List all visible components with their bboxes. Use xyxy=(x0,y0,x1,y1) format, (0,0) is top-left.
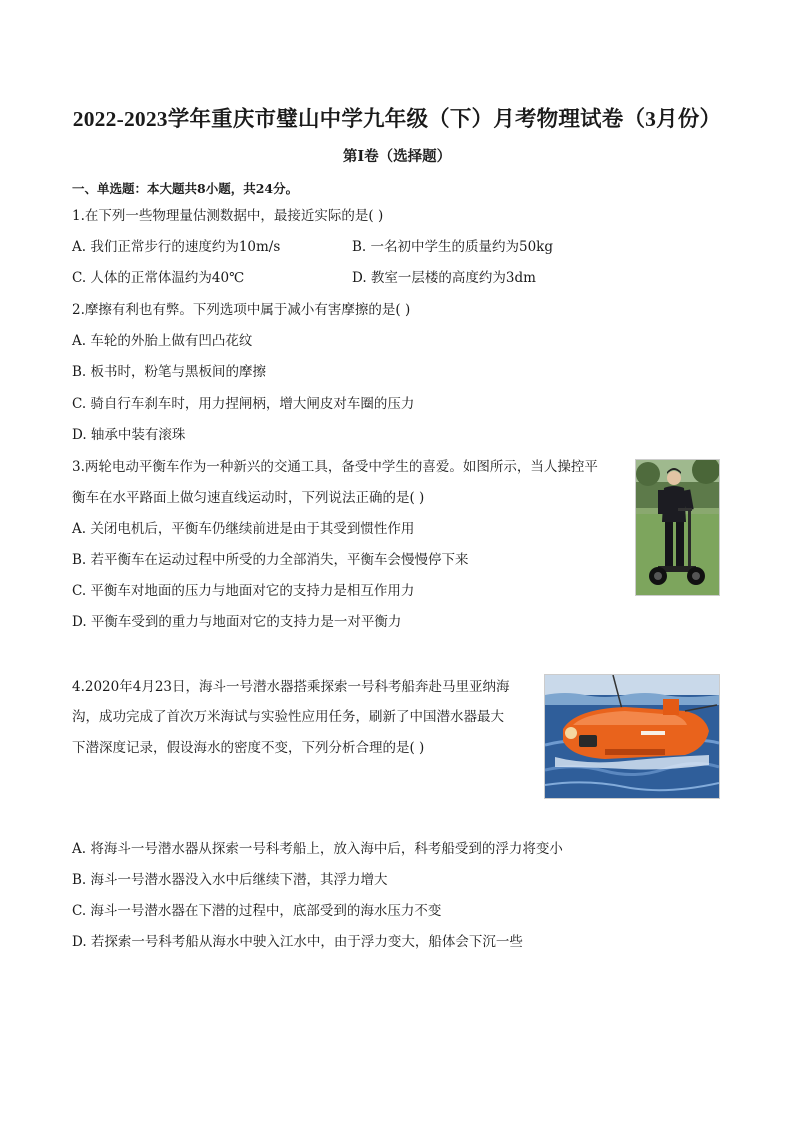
question-2-option-a: A. 车轮的外胎上做有凹凸花纹 xyxy=(72,333,253,349)
question-3-option-c: C. 平衡车对地面的压力与地面对它的支持力是相互作用力 xyxy=(72,583,415,599)
question-2-option-b: B. 板书时，粉笔与黑板间的摩擦 xyxy=(72,364,267,380)
question-3-option-a: A. 关闭电机后，平衡车仍继续前进是由于其受到惯性作用 xyxy=(72,521,415,537)
page-title: 2022-2023学年重庆市璧山中学九年级（下）月考物理试卷（3月份） xyxy=(72,107,722,131)
question-1-option-b: B. 一名初中学生的质量约为50kg xyxy=(352,239,554,255)
question-4-option-b: B. 海斗一号潜水器没入水中后继续下潜，其浮力增大 xyxy=(72,872,388,888)
balance-scooter-photo xyxy=(635,459,720,596)
question-1-option-a: A. 我们正常步行的速度约为10m/s xyxy=(72,239,281,255)
section-heading: 一、单选题：本大题共8小题，共24分。 xyxy=(72,181,299,196)
volume-heading: 第I卷（选择题） xyxy=(342,148,452,165)
question-4-stem-line-1: 4.2020年4月23日，海斗一号潜水器搭乘探索一号科考船奔赴马里亚纳海 xyxy=(72,679,510,695)
question-4-option-d: D. 若探索一号科考船从海水中驶入江水中，由于浮力变大，船体会下沉一些 xyxy=(72,934,523,950)
question-4-stem-line-3: 下潜深度记录，假设海水的密度不变，下列分析合理的是( ) xyxy=(72,740,425,756)
question-2-option-c: C. 骑自行车刹车时，用力捏闸柄，增大闸皮对车圈的压力 xyxy=(72,396,415,412)
question-1-option-c: C. 人体的正常体温约为40℃ xyxy=(72,270,245,286)
submersible-photo xyxy=(544,674,720,799)
question-3-option-b: B. 若平衡车在运动过程中所受的力全部消失，平衡车会慢慢停下来 xyxy=(72,552,469,568)
question-4-stem-line-2: 沟，成功完成了首次万米海试与实验性应用任务，刷新了中国潜水器最大 xyxy=(72,709,504,725)
question-3-stem-line-1: 3.两轮电动平衡车作为一种新兴的交通工具，备受中学生的喜爱。如图所示，当人操控平 xyxy=(72,459,598,475)
question-1-option-d: D. 教室一层楼的高度约为3dm xyxy=(352,270,536,286)
question-4-option-c: C. 海斗一号潜水器在下潜的过程中，底部受到的海水压力不变 xyxy=(72,903,442,919)
question-3-option-d: D. 平衡车受到的重力与地面对它的支持力是一对平衡力 xyxy=(72,614,402,630)
question-3-stem-line-2: 衡车在水平路面上做匀速直线运动时，下列说法正确的是( ) xyxy=(72,490,425,506)
question-1-stem: 1.在下列一些物理量估测数据中，最接近实际的是( ) xyxy=(72,208,384,224)
question-2-option-d: D. 轴承中装有滚珠 xyxy=(72,427,186,443)
question-4-option-a: A. 将海斗一号潜水器从探索一号科考船上，放入海中后，科考船受到的浮力将变小 xyxy=(72,841,563,857)
question-2-stem: 2.摩擦有利也有弊。下列选项中属于减小有害摩擦的是( ) xyxy=(72,302,411,318)
